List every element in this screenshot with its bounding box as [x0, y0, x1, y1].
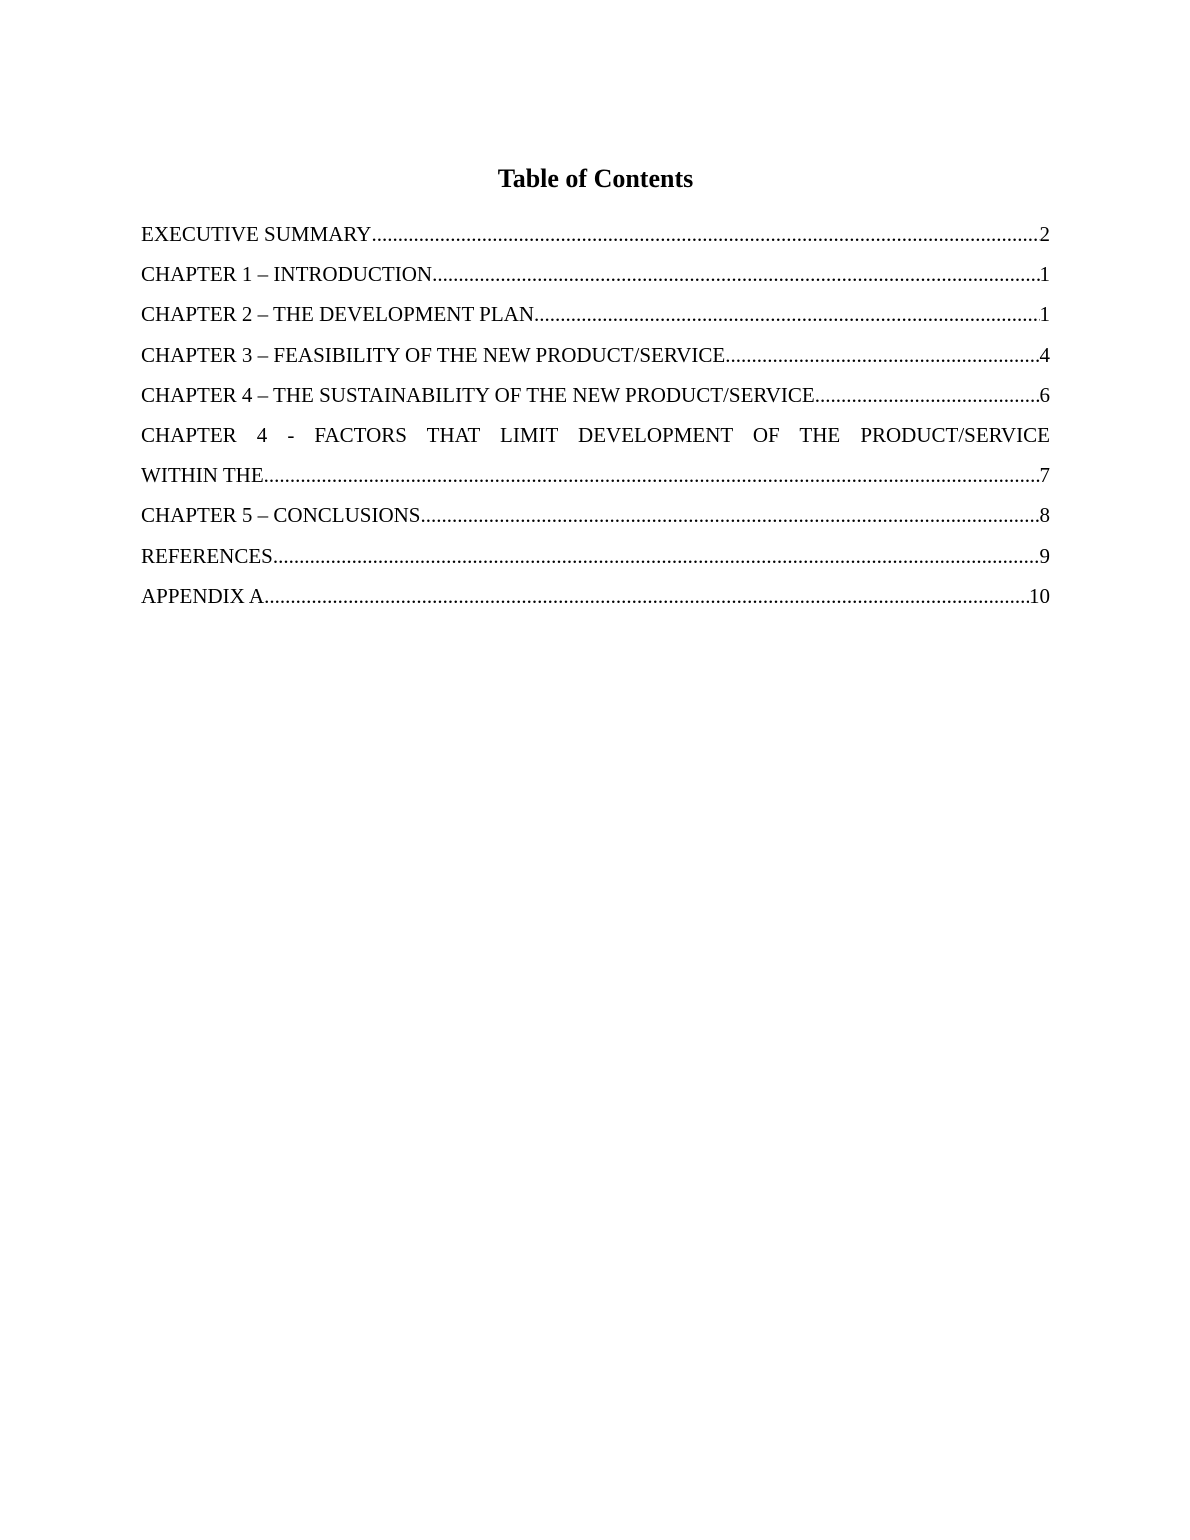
toc-entry-label: CHAPTER 2 – THE DEVELOPMENT PLAN — [141, 302, 534, 327]
toc-entry-chapter-4-sustainability[interactable] — [141, 375, 1050, 415]
toc-leader-dots — [420, 495, 1039, 535]
toc-entry-chapter-4-factors-line2[interactable] — [141, 455, 1050, 495]
toc-leader-dots — [273, 536, 1040, 576]
toc-entry-label: CHAPTER 4 - FACTORS THAT LIMIT DEVELOPMENT OF THE PRODUCT/SERVICE — [141, 422, 1050, 447]
toc-entry-page-number: 10 — [1029, 583, 1050, 608]
toc-entry-page-number: 1 — [1039, 302, 1050, 327]
toc-entry-label: REFERENCES — [141, 543, 273, 568]
toc-entry-chapter-1[interactable] — [141, 254, 1050, 294]
toc-leader-dots — [371, 214, 1039, 254]
toc-leader-dots — [264, 576, 1029, 616]
toc-leader-dots — [432, 254, 1039, 294]
table-of-contents — [141, 160, 1050, 616]
toc-entry-page-number: 7 — [1039, 463, 1050, 488]
toc-entry-label: CHAPTER 3 – FEASIBILITY OF THE NEW PRODUCT/SERVICE — [141, 342, 726, 367]
toc-entry-label: CHAPTER 5 – CONCLUSIONS — [141, 503, 421, 528]
toc-entry-label: CHAPTER 1 – INTRODUCTION — [141, 262, 433, 287]
toc-entry-label: WITHIN THE — [141, 463, 264, 488]
toc-title: Table of Contents — [497, 164, 694, 193]
toc-entry-references[interactable] — [141, 536, 1050, 576]
toc-list — [141, 214, 1050, 616]
toc-entry-label: EXECUTIVE SUMMARY — [141, 222, 372, 246]
toc-entry-page-number: 6 — [1039, 382, 1050, 407]
toc-entry-label: CHAPTER 4 – THE SUSTAINABILITY OF THE NEW PRODUCT/SERVICE — [141, 382, 815, 407]
toc-leader-dots — [815, 375, 1040, 415]
toc-entry-chapter-4-factors-line1[interactable] — [141, 415, 1050, 455]
toc-entry-page-number: 8 — [1039, 503, 1050, 528]
toc-leader-dots — [264, 455, 1040, 495]
toc-entry-appendix-a[interactable] — [141, 576, 1050, 616]
toc-leader-dots — [534, 294, 1040, 334]
toc-entry-chapter-2[interactable] — [141, 294, 1050, 334]
toc-leader-dots — [725, 335, 1039, 375]
toc-entry-page-number: 1 — [1039, 262, 1050, 287]
toc-entry-executive-summary[interactable] — [141, 214, 1050, 254]
toc-entry-page-number: 2 — [1039, 222, 1050, 246]
toc-entry-page-number: 9 — [1039, 543, 1050, 568]
toc-entry-chapter-5[interactable] — [141, 495, 1050, 535]
toc-entry-page-number: 4 — [1039, 342, 1050, 367]
toc-entry-label: APPENDIX A — [141, 583, 265, 608]
toc-entry-chapter-3[interactable] — [141, 335, 1050, 375]
